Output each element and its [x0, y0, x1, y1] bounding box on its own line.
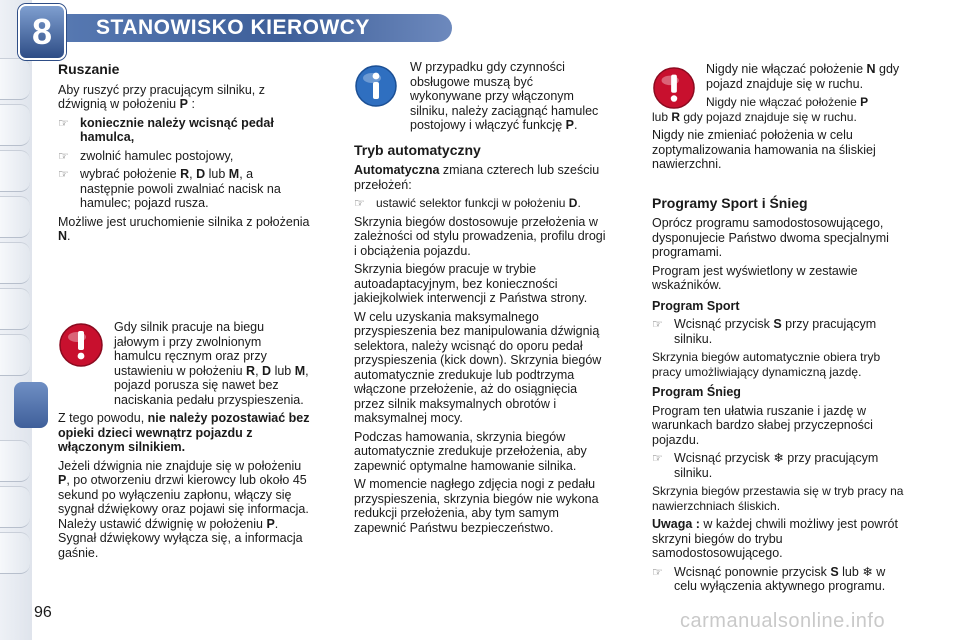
paragraph: Możliwe jest uruchomienie silnika z położenia N.: [58, 214, 310, 243]
column-programs: [652, 62, 904, 598]
pointing-hand-icon: ☞: [58, 148, 69, 163]
column-automatic: [354, 60, 606, 539]
pointing-hand-icon: ☞: [58, 167, 69, 181]
sidebar-tab[interactable]: [0, 486, 30, 528]
section-heading: Tryb automatyczny: [354, 141, 481, 158]
list-item: ☞ Wcisnąć przycisk S przy pracującym silniku.: [652, 317, 877, 346]
sidebar-tab-active[interactable]: [14, 382, 48, 428]
watermark: carmanualsonline.info: [680, 610, 886, 632]
paragraph: Aby ruszyć przy pracującym silniku, z dźwignią w położeniu P :: [58, 82, 266, 111]
section-heading: Ruszanie: [58, 61, 120, 77]
paragraph: W celu uzyskania maksymalnego przyspieszenia bez manipulowania dźwignią selektora, należy wcisnąć do oporu pedał przyspieszenia (kick down). Skrzynia biegów automatycznie zredukuje lub podtrzyma włączone przełożenie, aż do osiągnięcia przez silnik maksymalnych obrotów i maksymalnej mocy.: [354, 309, 602, 425]
pointing-hand-icon: ☞: [652, 451, 663, 465]
paragraph: lub R gdy pojazd znajduje się w ruchu.: [652, 109, 857, 124]
chapter-sidebar: [0, 0, 32, 640]
subsection-heading: Program Śnieg: [652, 385, 741, 399]
warning-text: [58, 320, 310, 564]
paragraph: Program ten ułatwia ruszanie i jazdę w warunkach bardzo słabej przyczepności pojazdu.: [652, 403, 873, 447]
sidebar-tab[interactable]: [0, 334, 30, 376]
paragraph: Uwaga : w każdej chwili możliwy jest powrót skrzyni biegów do trybu samodostosowującego.: [652, 517, 898, 560]
paragraph: Skrzynia biegów dostosowuje przełożenia w zależności od stylu prowadzenia, profilu drogi i obciążenia pojazdu.: [354, 214, 606, 258]
paragraph: Skrzynia biegów przestawia się w tryb pracy na nawierzchniach śliskich.: [652, 484, 904, 513]
chapter-number-badge: 8: [18, 4, 66, 60]
sidebar-tab[interactable]: [0, 196, 30, 238]
paragraph: W momencie nagłego zdjęcia nogi z pedału przyspieszenia, skrzynia biegów nie wykona redukcji przełożenia, aby tym samym zapewnić Państwu bezpieczeństwo.: [354, 477, 599, 535]
pointing-hand-icon: ☞: [652, 317, 663, 331]
paragraph: Z tego powodu, nie należy pozostawiać bez opieki dzieci wewnątrz pojazdu z włączonym silnikiem.: [58, 411, 310, 454]
list-item: ☞ koniecznie należy wcisnąć pedał hamulca,: [58, 115, 274, 144]
page-number: 96: [34, 604, 52, 621]
paragraph: Gdy silnik pracuje na biegu jałowym i przy zwolnionym hamulcu ręcznym oraz przy ustawieniu w położeniu R, D lub M, pojazd porusza się nawet bez naciskania pedału przyspieszenia.: [114, 320, 309, 407]
sidebar-tab[interactable]: [0, 532, 30, 574]
list-item: ☞ ustawić selektor funkcji w położeniu D.: [354, 196, 581, 210]
snowflake-icon: ❄: [773, 451, 784, 465]
paragraph: Nigdy nie włączać położenie N gdy pojazd znajduje się w ruchu.: [706, 62, 900, 91]
snowflake-icon: ❄: [862, 564, 873, 579]
list-item: ☞ Wcisnąć ponownie przycisk S lub ❄ w celu wyłączenia aktywnego programu.: [652, 564, 886, 593]
pointing-hand-icon: ☞: [354, 196, 365, 210]
list-item: ☞ zwolnić hamulec postojowy,: [58, 148, 234, 163]
sidebar-tab[interactable]: [0, 58, 30, 100]
paragraph: Automatyczna zmiana czterech lub sześciu przełożeń:: [354, 163, 600, 192]
list-item: ☞ wybrać położenie R, D lub M, a następnie powoli zwalniać nacisk na hamulec; pojazd rusza.: [58, 167, 281, 210]
sidebar-tab[interactable]: [0, 242, 30, 284]
paragraph: Skrzynia biegów pracuje w trybie autoadaptacyjnym, bez konieczności jakiejkolwiek interwencji z Państwa strony.: [354, 262, 588, 305]
chapter-title: STANOWISKO KIEROWCY: [96, 16, 370, 39]
paragraph: Nigdy nie zmieniać położenia w celu zoptymalizowania hamowania na śliskiej nawierzchni.: [652, 128, 876, 171]
section-heading: Programy Sport i Śnieg: [652, 194, 808, 211]
pointing-hand-icon: ☞: [652, 564, 663, 579]
paragraph: Jeżeli dźwignia nie znajduje się w położeniu P, po otworzeniu drzwi kierowcy lub około 45 sekund po wyłączeniu zapłonu, włączy się sygnał dźwiękowy oraz pojawi się informacja. Należy ustawić dźwignię w położeniu P. Sygnał dźwiękowy wyłącza się, a informacja gaśnie.: [58, 458, 309, 560]
sidebar-tab[interactable]: [0, 150, 30, 192]
paragraph: Oprócz programu samodostosowującego, dysponujecie Państwo dwoma specjalnymi programami.: [652, 216, 889, 259]
sidebar-tab[interactable]: [0, 440, 30, 482]
paragraph: Skrzynia biegów automatycznie obiera tryb pracy umożliwiający dynamiczną jazdę.: [652, 350, 881, 379]
sidebar-tab[interactable]: [0, 288, 30, 330]
paragraph: Program jest wyświetlony w zestawie wskaźników.: [652, 263, 858, 292]
sidebar-tab[interactable]: [0, 104, 30, 146]
list-item: ☞ Wcisnąć przycisk ❄ przy pracującym silniku.: [652, 451, 879, 480]
subsection-heading: Program Sport: [652, 298, 740, 313]
paragraph: Nigdy nie włączać położenie P: [706, 95, 869, 109]
paragraph: W przypadku gdy czynności obsługowe muszą być wykonywane przy włączonym silniku, należy zaciągnąć hamulec postojowy i włączyć funkcję P.: [410, 60, 599, 132]
column-starting: [58, 62, 310, 248]
paragraph: Podczas hamowania, skrzynia biegów automatycznie zredukuje przełożenia, aby zapewnić optymalne hamowanie silnika.: [354, 429, 587, 473]
pointing-hand-icon: ☞: [58, 115, 69, 130]
